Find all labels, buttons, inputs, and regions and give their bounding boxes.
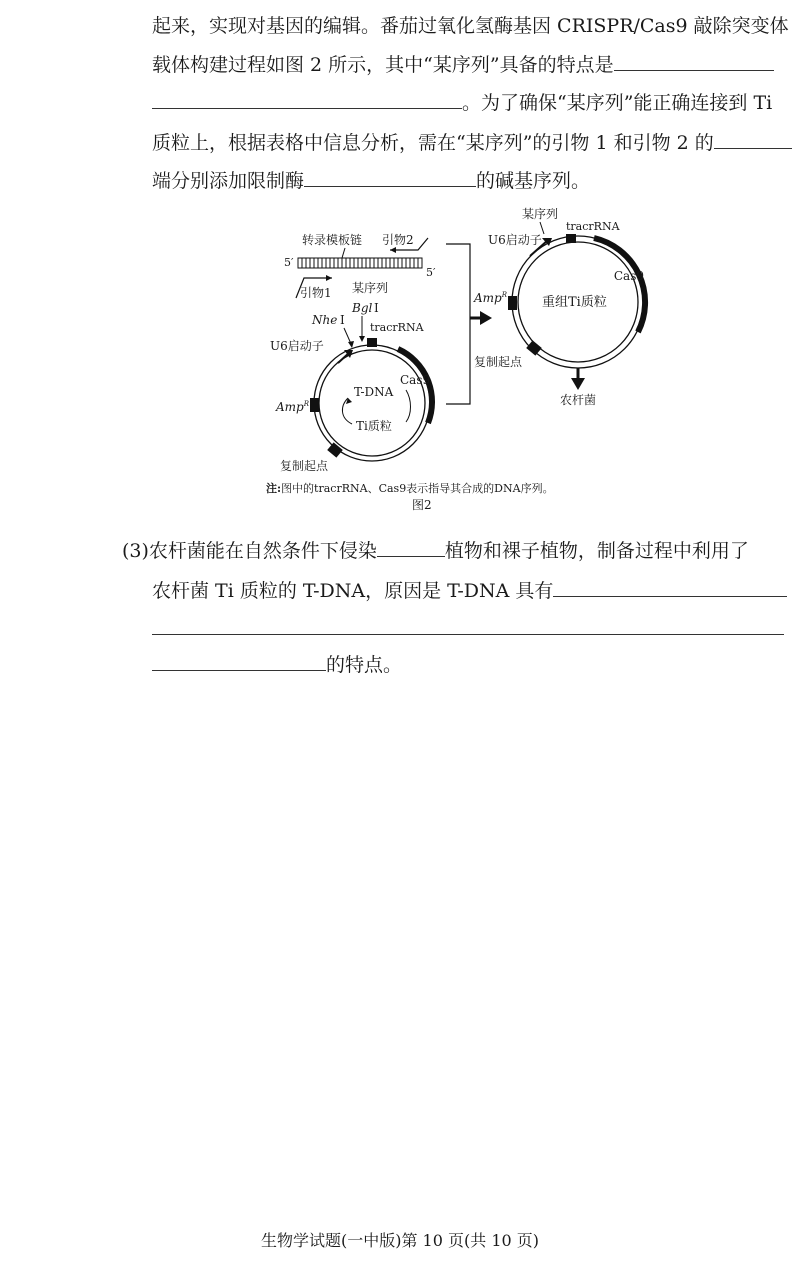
- primer1-arrowhead: [326, 275, 332, 281]
- text-line-2-content: 载体构建过程如图 2 所示，其中“某序列”具备的特点是: [152, 54, 614, 76]
- bgl-numeral: Ⅰ: [374, 301, 379, 315]
- ori-label-right: 复制起点: [474, 355, 523, 369]
- five-prime-left: 5′: [284, 256, 294, 269]
- ori-block-right: [526, 340, 542, 355]
- ti-plasmid-inner-ring: [319, 350, 425, 456]
- text-line-5: [152, 168, 590, 193]
- q3-line-1: [122, 538, 749, 563]
- text-line-2: [152, 52, 774, 77]
- to-agrobacterium-arrowhead: [571, 378, 585, 390]
- cas9-label-left: Cas9: [400, 373, 431, 387]
- cas9-segment-right: [594, 238, 645, 332]
- answer-blank-plant-type[interactable]: [377, 538, 445, 557]
- recombinant-ti-plasmid: [473, 206, 645, 407]
- ampr-label-right-sup: R: [501, 291, 508, 299]
- q3-line-4: [152, 652, 402, 677]
- figure-caption: 图2: [412, 498, 432, 512]
- q3-line-2-head: 农杆菌 Ti 质粒的 T-DNA，原因是 T-DNA 具有: [152, 580, 554, 602]
- agrobacterium-label: 农杆菌: [560, 393, 597, 407]
- answer-blank-tdna-feature-line3[interactable]: [152, 652, 326, 671]
- u6-promoter-label-left: U6启动子: [270, 339, 324, 353]
- primer2-arrowhead: [390, 247, 396, 253]
- text-line-3-content: 。为了确保“某序列”能正确连接到 Ti: [462, 92, 773, 114]
- cas9-label-right: Cas9: [613, 269, 644, 283]
- tracrrna-label-right: tracrRNA: [566, 220, 620, 233]
- sequence-label-right: 某序列: [522, 207, 559, 221]
- tdna-label: T-DNA: [354, 385, 394, 399]
- q3-line-1-tail: 植物和裸子植物，制备过程中利用了: [444, 540, 749, 562]
- text-line-5-head: 端分别添加限制酶: [152, 170, 305, 192]
- five-prime-right: 5′: [426, 266, 436, 279]
- ampr-block-right: [508, 296, 517, 310]
- u6-promoter-label-right: U6启动子: [488, 233, 542, 247]
- bgl-label: Bgl: [352, 301, 373, 315]
- dna-double-strand: [298, 258, 422, 268]
- primer2-label: 引物2: [382, 233, 414, 247]
- tdna-bracket-right: [406, 390, 411, 422]
- text-line-4: [152, 130, 792, 155]
- ti-plasmid: [270, 301, 432, 473]
- answer-blank-tdna-feature[interactable]: [553, 578, 787, 597]
- ampr-block: [310, 398, 319, 412]
- text-line-4-content: 质粒上，根据表格中信息分析，需在“某序列”的引物 1 和引物 2 的: [152, 132, 714, 154]
- template-strand-label: 转录模板链: [302, 233, 363, 247]
- tracrrna-label-left: tracrRNA: [370, 321, 424, 334]
- sequence-primers-panel: [284, 232, 436, 300]
- q3-line-1-head: (3)农杆菌能在自然条件下侵染: [122, 540, 377, 562]
- ampr-label-right: [473, 291, 508, 305]
- nhe-numeral: Ⅰ: [340, 313, 345, 327]
- ampr-label-left-sup: R: [303, 400, 310, 408]
- nhe-label: Nhe: [312, 313, 338, 327]
- ampr-label-left: [275, 400, 310, 414]
- ori-block: [327, 442, 343, 457]
- primer1-label: 引物1: [300, 286, 332, 300]
- figure-note: [266, 481, 554, 495]
- figure-note-bold: 注:: [266, 482, 282, 495]
- answer-blank-sequence-feature[interactable]: [614, 52, 774, 71]
- q3-line-2: [152, 578, 787, 603]
- answer-blank-primer-end[interactable]: [714, 130, 792, 149]
- ori-label-left: 复制起点: [280, 459, 329, 473]
- template-strand-pointer: [342, 248, 345, 258]
- figure-note-text: 图中的tracrRNA、Cas9表示指导其合成的DNA序列。: [281, 482, 554, 495]
- text-line-5-tail: 的碱基序列。: [476, 170, 591, 192]
- figure-2-diagram: [260, 200, 660, 520]
- q3-line-4-tail: 的特点。: [326, 654, 403, 676]
- ampr-label-left-text: Amp: [276, 400, 304, 414]
- text-line-1: 起来，实现对基因的编辑。番茄过氧化氢酶基因 CRISPR/Cas9 敲除突变体: [152, 15, 789, 37]
- ti-plasmid-center-label: Ti质粒: [356, 419, 392, 433]
- sequence-label-left: 某序列: [352, 281, 389, 295]
- answer-blank-sequence-feature-cont[interactable]: [152, 90, 462, 109]
- answer-blank-restriction-enzyme[interactable]: [304, 168, 476, 187]
- construction-connector: [446, 244, 492, 404]
- answer-blank-tdna-feature-line2[interactable]: [152, 634, 784, 635]
- tracrrna-block-right: [566, 234, 576, 243]
- page-footer: 生物学试题(一中版)第 10 页(共 10 页): [260, 1231, 540, 1250]
- text-line-3: [152, 90, 772, 115]
- ampr-label-right-text: Amp: [474, 291, 502, 305]
- recombinant-center-label: 重组Ti质粒: [542, 295, 607, 310]
- bgl-pointer-head: [359, 336, 365, 342]
- tracrrna-block: [367, 338, 377, 347]
- nhe-pointer-head: [348, 341, 354, 348]
